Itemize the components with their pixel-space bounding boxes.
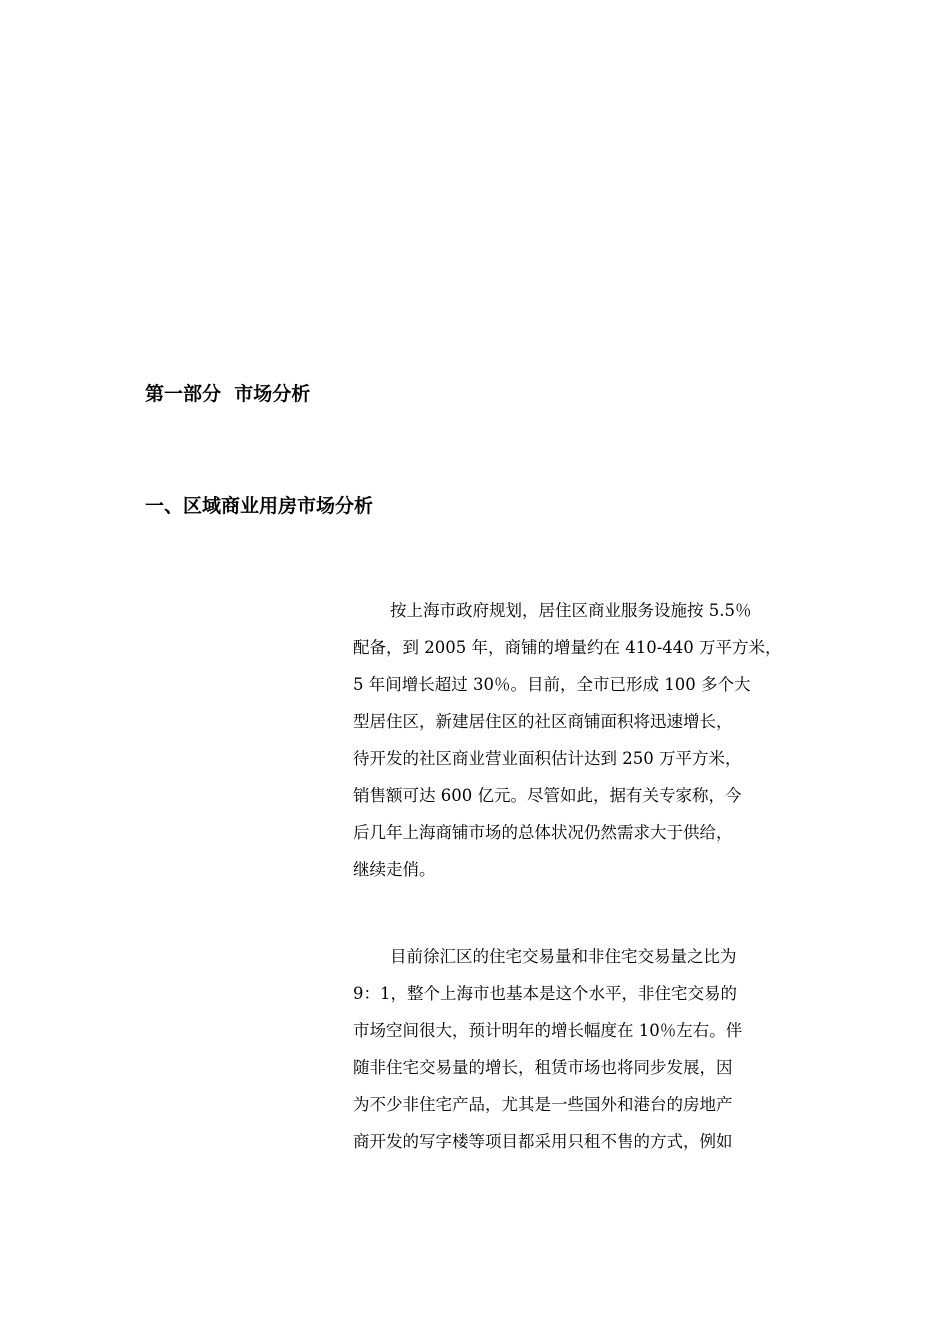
paragraph-line: 为不少非住宅产品，尤其是一些国外和港台的房地产 [353,1095,733,1114]
paragraph-line: 按上海市政府规划，居住区商业服务设施按 5.5％ [390,601,752,620]
paragraph-line: 9：1，整个上海市也基本是这个水平，非住宅交易的 [353,984,737,1003]
paragraph-line: 销售额可达 600 亿元。尽管如此，据有关专家称，今 [353,786,742,805]
paragraph-line: 市场空间很大，预计明年的增长幅度在 10％左右。伴 [353,1021,743,1040]
part-heading: 第一部分 市场分析 [145,383,311,405]
paragraph [353,938,813,1160]
paragraph-line: 商开发的写字楼等项目都采用只租不售的方式，例如 [353,1132,733,1151]
paragraph-line: 型居住区，新建居住区的社区商铺面积将迅速增长， [353,712,733,731]
paragraph-line: 待开发的社区商业营业面积估计达到 250 万平方米， [353,749,742,768]
paragraph-line: 目前徐汇区的住宅交易量和非住宅交易量之比为 [390,947,737,966]
paragraph-line: 随非住宅交易量的增长，租赁市场也将同步发展，因 [353,1058,733,1077]
paragraph [353,592,813,888]
paragraph-line: 继续走俏。 [353,860,436,879]
paragraph-line: 配备，到 2005 年，商铺的增量约在 410-440 万平方米， [353,638,782,657]
section-heading: 一、区域商业用房市场分析 [145,495,374,517]
paragraph-line: 后几年上海商铺市场的总体状况仍然需求大于供给， [353,823,733,842]
paragraph-line: 5 年间增长超过 30％。目前，全市已形成 100 多个大 [353,675,751,694]
